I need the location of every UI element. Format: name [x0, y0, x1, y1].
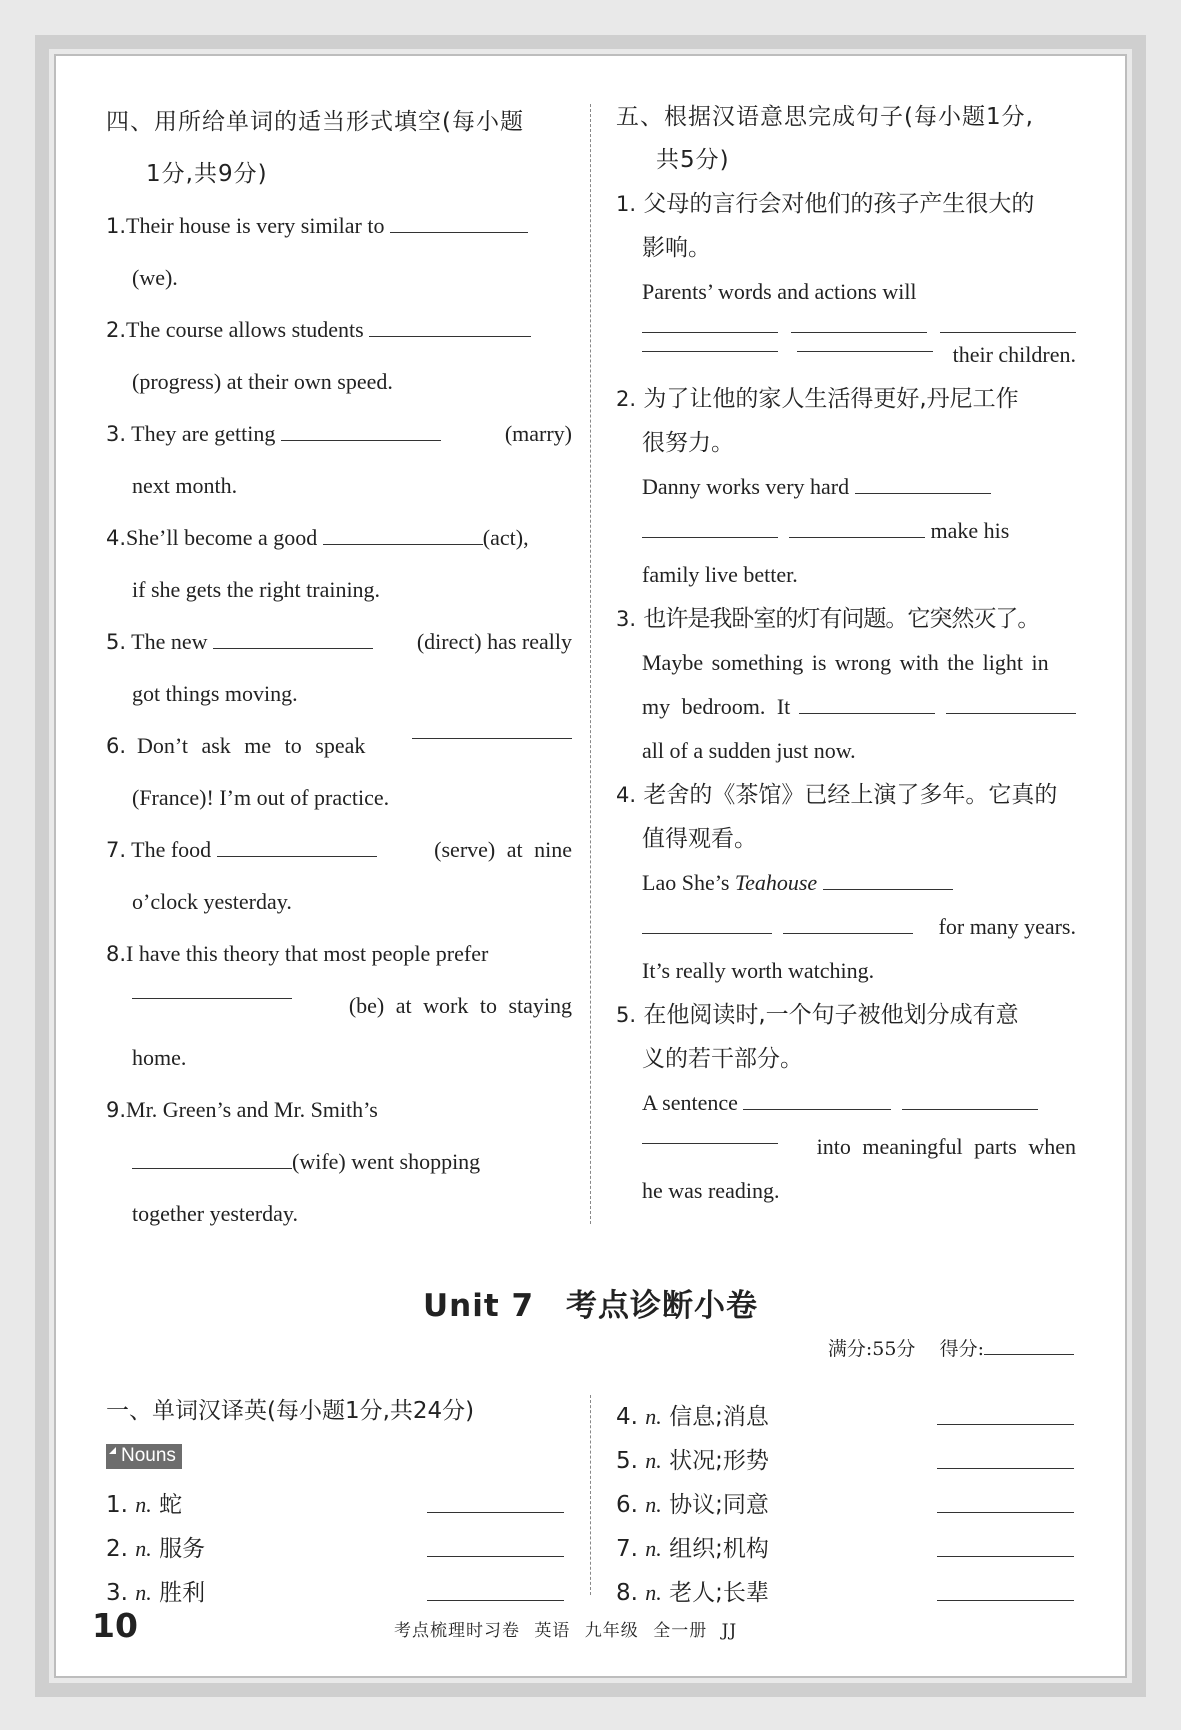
vocab-item-7	[616, 1530, 769, 1563]
vocab-blank-1[interactable]	[427, 1512, 564, 1513]
v-chinese: 信息;消息	[669, 1404, 769, 1430]
q-english: for many years.	[938, 914, 1076, 939]
q-num: 7.	[106, 838, 127, 862]
answer-blank[interactable]	[642, 1125, 778, 1144]
v-pos: n.	[645, 1448, 662, 1473]
answer-blank[interactable]	[855, 475, 991, 494]
q-text: I have this theory that most people prefer	[126, 941, 489, 966]
nouns-tag	[106, 1444, 182, 1469]
vocab-blank-3[interactable]	[427, 1600, 564, 1601]
vocab-item-1	[106, 1486, 182, 1519]
vocab-item-4	[616, 1398, 769, 1431]
vocab-blank-2[interactable]	[427, 1556, 564, 1557]
section-4-title	[106, 96, 572, 200]
v-chinese: 服务	[159, 1536, 206, 1562]
vocab-blank-6[interactable]	[937, 1512, 1074, 1513]
v-pos: n.	[645, 1580, 662, 1605]
answer-blank[interactable]	[369, 318, 531, 337]
q-english-cont: all of a sudden just now.	[642, 738, 856, 763]
question-4-5	[106, 616, 572, 720]
section-5-title-text: 五、根据汉语意思完成句子(每小题1分,	[616, 104, 1034, 130]
answer-blank[interactable]	[642, 314, 778, 333]
answer-blank[interactable]	[791, 314, 927, 333]
q-english-title: Teahouse	[734, 870, 818, 895]
q-text-cont: (progress) at their own speed.	[132, 369, 393, 394]
v-chinese: 胜利	[159, 1580, 206, 1606]
v-pos: n.	[135, 1536, 152, 1561]
vocab-item-5	[616, 1442, 769, 1475]
v-num: 1.	[106, 1492, 128, 1518]
q-num: 5.	[106, 630, 127, 654]
q-text: They are getting	[131, 421, 276, 446]
q-chinese-cont: 值得观看。	[642, 826, 757, 852]
answer-blank[interactable]	[743, 1091, 891, 1110]
q-text: She’ll become a good	[126, 525, 318, 550]
v-chinese: 状况;形势	[669, 1448, 769, 1474]
q-text-cont: if she gets the right training.	[132, 577, 381, 602]
q-text-cont: (we).	[132, 265, 178, 290]
q-num: 3.	[616, 607, 637, 631]
q-english: Maybe something is wrong with the light in	[642, 650, 1049, 675]
q-english: make his	[930, 518, 1010, 543]
section-5-title	[616, 96, 1076, 182]
vocab-item-2	[106, 1530, 205, 1563]
q-num: 1.	[106, 214, 127, 238]
q-text-cont: (France)! I’m out of practice.	[132, 785, 390, 810]
footer-text: 考点梳理时习卷 英语 九年级 全一册 JJ	[394, 1621, 738, 1641]
question-4-1	[106, 200, 572, 304]
q-hint: (wife) went shopping	[292, 1149, 481, 1174]
vocab-item-6	[616, 1486, 769, 1519]
v-pos: n.	[135, 1580, 152, 1605]
answer-blank[interactable]	[642, 519, 778, 538]
q-text-cont: got things moving.	[132, 681, 298, 706]
vocab-blank-4[interactable]	[937, 1424, 1074, 1425]
answer-blank[interactable]	[217, 838, 377, 857]
q-chinese: 父母的言行会对他们的孩子产生很大的	[643, 191, 1035, 217]
q-hint: (direct) has really	[416, 629, 572, 654]
q-english: Lao She’s	[642, 870, 730, 895]
section-4-title-text: 四、用所给单词的适当形式填空(每小题	[106, 109, 524, 135]
v-num: 2.	[106, 1536, 128, 1562]
question-5-5	[616, 993, 1076, 1213]
question-4-3	[106, 408, 572, 512]
answer-blank[interactable]	[940, 314, 1076, 333]
section-5-title-cont: 共5分)	[656, 147, 730, 173]
question-4-6	[106, 720, 572, 824]
answer-blank[interactable]	[902, 1091, 1038, 1110]
answer-blank[interactable]	[799, 695, 935, 714]
q-chinese-cont: 很努力。	[642, 430, 734, 456]
answer-blank[interactable]	[789, 519, 925, 538]
q-num: 6.	[106, 734, 127, 758]
q-chinese: 在他阅读时,一个句子被他划分成有意	[643, 1002, 1019, 1028]
question-5-4	[616, 773, 1076, 993]
full-score: 满分:55分	[827, 1338, 916, 1360]
vocab-blank-8[interactable]	[937, 1600, 1074, 1601]
q-text-cont: next month.	[132, 473, 238, 498]
v-pos: n.	[135, 1492, 152, 1517]
question-5-3	[616, 597, 1076, 773]
v-pos: n.	[645, 1492, 662, 1517]
q-num: 1.	[616, 192, 637, 216]
v-pos: n.	[645, 1536, 662, 1561]
question-4-4	[106, 512, 572, 616]
q-chinese: 也许是我卧室的灯有问题。它突然灭了。	[643, 606, 1040, 632]
v-chinese: 蛇	[159, 1492, 183, 1518]
q-english-cont: It’s really worth watching.	[642, 958, 875, 983]
q-chinese-cont: 义的若干部分。	[642, 1046, 803, 1072]
q-text: The new	[131, 629, 208, 654]
question-5-2	[616, 377, 1076, 597]
q-text: The course allows students	[126, 317, 364, 342]
q-text: Their house is very similar to	[126, 213, 385, 238]
q-num: 9.	[106, 1098, 127, 1122]
question-4-2	[106, 304, 572, 408]
v-pos: n.	[645, 1404, 662, 1429]
q-english: Danny works very hard	[642, 474, 850, 499]
q-english: into meaningful parts when	[816, 1134, 1076, 1159]
q-num: 3.	[106, 422, 127, 446]
question-4-9	[106, 1084, 572, 1240]
q-text-cont: home.	[132, 1045, 187, 1070]
score-blank[interactable]	[984, 1340, 1074, 1355]
v-num: 3.	[106, 1580, 128, 1606]
answer-blank[interactable]	[946, 695, 1076, 714]
q-chinese: 为了让他的家人生活得更好,丹尼工作	[643, 386, 1019, 412]
q-english-cont: he was reading.	[642, 1178, 780, 1203]
answer-blank[interactable]	[823, 871, 953, 890]
answer-blank[interactable]	[213, 630, 373, 649]
v-chinese: 组织;机构	[669, 1536, 769, 1562]
v-num: 7.	[616, 1536, 638, 1562]
vocab-item-3	[106, 1574, 205, 1607]
question-4-8	[106, 928, 572, 1084]
v-chinese: 老人;长辈	[669, 1580, 769, 1606]
q-english: Parents’ words and actions will	[642, 279, 917, 304]
q-hint: (serve) at nine	[434, 837, 572, 862]
vocab-blank-7[interactable]	[937, 1556, 1074, 1557]
page-number: 10	[92, 1606, 138, 1645]
answer-blank[interactable]	[642, 915, 772, 934]
q-text-cont: o’clock yesterday.	[132, 889, 292, 914]
column-divider	[590, 104, 591, 1224]
unit-title: Unit 7 考点诊断小卷	[422, 1288, 759, 1324]
answer-blank[interactable]	[783, 915, 913, 934]
q-text: The food	[131, 837, 212, 862]
v-num: 5.	[616, 1448, 638, 1474]
answer-blank[interactable]	[797, 333, 933, 352]
q-num: 2.	[616, 387, 637, 411]
q-text: Mr. Green’s and Mr. Smith’s	[126, 1097, 378, 1122]
q-english: A sentence	[642, 1090, 738, 1115]
v-num: 6.	[616, 1492, 638, 1518]
column-divider-2	[590, 1395, 591, 1595]
answer-blank[interactable]	[642, 333, 778, 352]
question-4-7	[106, 824, 572, 928]
q-chinese-cont: 影响。	[642, 235, 711, 261]
q-english-end: their children.	[952, 342, 1076, 367]
answer-blank[interactable]	[412, 720, 572, 739]
nouns-tag-label: Nouns	[121, 1445, 176, 1466]
v-chinese: 协议;同意	[669, 1492, 769, 1518]
vocab-item-8	[616, 1574, 769, 1607]
question-5-1	[616, 182, 1076, 377]
score-label: 得分:	[939, 1338, 984, 1360]
q-num: 4.	[106, 526, 127, 550]
vocab-blank-5[interactable]	[937, 1468, 1074, 1469]
q-chinese: 老舍的《茶馆》已经上演了多年。它真的	[643, 782, 1058, 808]
section-5-translation	[616, 96, 1076, 1213]
answer-blank[interactable]	[390, 214, 528, 233]
v-num: 4.	[616, 1404, 638, 1430]
q-text: Don’t ask me to speak	[137, 733, 366, 758]
section-4-title-cont: 1分,共9分)	[146, 161, 268, 187]
q-english-cont: family live better.	[642, 562, 798, 587]
q-hint: (act),	[482, 525, 529, 550]
answer-blank[interactable]	[132, 1150, 292, 1169]
section-4-fill-in	[106, 96, 572, 1240]
answer-blank[interactable]	[281, 422, 441, 441]
q-hint: (marry)	[504, 421, 572, 446]
v-num: 8.	[616, 1580, 638, 1606]
tag-corner-icon	[109, 1447, 116, 1454]
q-num: 4.	[616, 783, 637, 807]
q-num: 2.	[106, 318, 127, 342]
q-num: 8.	[106, 942, 127, 966]
answer-blank[interactable]	[323, 526, 483, 545]
q-hint: (be) at work to staying	[348, 993, 572, 1018]
q-english: my bedroom. It	[642, 694, 791, 719]
q-num: 5.	[616, 1003, 637, 1027]
q-text-cont: together yesterday.	[132, 1201, 298, 1226]
score-line	[828, 1334, 1074, 1361]
answer-blank[interactable]	[132, 980, 292, 999]
section-1-title: 一、单词汉译英(每小题1分,共24分)	[106, 1398, 475, 1424]
